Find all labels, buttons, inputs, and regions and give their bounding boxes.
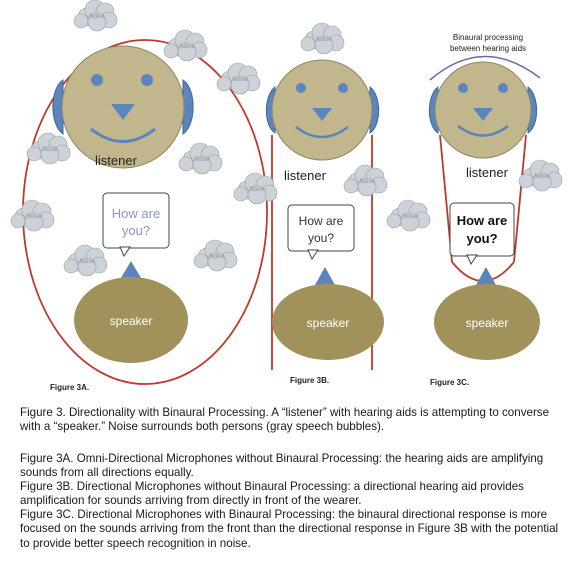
noise-bubble-icon	[387, 200, 430, 231]
figure-label-b: Figure 3B.	[290, 376, 330, 385]
caption-figure-3c: Figure 3C. Directional Microphones with Binaural Processing: the binaural directional response is more focused on the sounds arriving from the front than the directional response in Figure 3B with the potential to provide better speech recognition in noise.	[20, 508, 559, 550]
noise-label: Noise	[232, 77, 248, 83]
listener-label-a: listener	[95, 153, 137, 168]
noise-label: Noise	[402, 214, 418, 220]
noise-label: Noise	[79, 259, 95, 265]
noise-label: Noise	[316, 37, 332, 43]
bubble-text-line1-b: How are	[298, 214, 344, 228]
speaker-voice-icon-c	[476, 267, 496, 285]
bubble-text-line2-c: you?	[466, 231, 498, 246]
noise-bubble-icon	[64, 245, 107, 276]
speech-bubble-b	[288, 205, 354, 259]
panel-b	[266, 60, 384, 385]
listener-head-b	[266, 60, 378, 160]
speech-bubble-c	[450, 203, 514, 264]
noise-bubble-icon	[74, 0, 117, 31]
noise-label: Noise	[249, 187, 265, 193]
binaural-annotation-line2: between hearing aids	[449, 44, 527, 53]
noise-label: Noise	[209, 254, 225, 260]
speaker-voice-icon-b	[315, 267, 335, 285]
noise-bubble-icon	[217, 63, 260, 94]
noise-label: Noise	[359, 179, 375, 185]
bubble-text-line2-b: you?	[307, 231, 335, 245]
right-eye	[141, 74, 153, 86]
noise-bubble-icon	[519, 160, 562, 191]
noise-bubble-icon	[27, 133, 70, 164]
bubble-text-line2-a: you?	[121, 223, 151, 238]
noise-label: Noise	[194, 157, 210, 163]
speaker-label-b: speaker	[306, 316, 350, 330]
binaural-annotation-line1: Binaural processing	[452, 33, 524, 42]
left-eye	[91, 74, 103, 86]
noise-label: Noise	[534, 174, 550, 180]
noise-bubble-icon	[11, 200, 54, 231]
right-eye	[498, 83, 508, 93]
noise-bubble-icon	[194, 240, 237, 271]
noise-bubble-icon	[301, 23, 344, 54]
noise-label: Noise	[26, 214, 42, 220]
left-eye	[296, 83, 306, 93]
noise-bubble-icon	[234, 173, 277, 204]
noise-bubble-icon	[344, 165, 387, 196]
noise-label: Noise	[89, 14, 105, 20]
listener-head-c	[429, 62, 536, 158]
hearing-aid-left-icon	[53, 80, 63, 134]
noise-bubble-icon	[179, 143, 222, 174]
panel-c	[429, 33, 540, 387]
left-eye	[458, 83, 468, 93]
speaker-label-a: speaker	[109, 314, 153, 328]
speaker-voice-icon-a	[121, 261, 141, 278]
directional-boundary-right-c	[514, 135, 526, 262]
bubble-text-line1-c: How are	[456, 213, 508, 228]
listener-head-a	[53, 46, 193, 168]
figure-label-a: Figure 3A.	[50, 383, 90, 392]
hearing-aid-right-icon	[183, 80, 193, 134]
bubble-text-line1-a: How are	[111, 206, 161, 221]
noise-bubble-icon	[164, 30, 207, 61]
right-eye	[338, 83, 348, 93]
panel-a	[23, 40, 267, 392]
noise-label: Noise	[42, 147, 58, 153]
caption-figure-3a: Figure 3A. Omni-Directional Microphones without Binaural Processing: the hearing aids are amplifying sounds from all directions equally.	[20, 452, 544, 480]
listener-label-c: listener	[466, 165, 508, 180]
speaker-label-c: speaker	[465, 316, 509, 330]
caption-figure-3: Figure 3. Directionality with Binaural Processing. A “listener” with hearing aids is attempting to converse with a “speaker.” Noise surrounds both persons (gray speech bubbles).	[20, 406, 550, 434]
listener-label-b: listener	[284, 168, 326, 183]
caption-figure-3b: Figure 3B. Directional Microphones without Binaural Processing: a directional hearing aid provides amplification for sounds arriving from directly in front of the wearer.	[20, 480, 524, 508]
speech-bubble-a	[103, 193, 169, 256]
noise-label: Noise	[179, 44, 195, 50]
figure-label-c: Figure 3C.	[430, 378, 470, 387]
